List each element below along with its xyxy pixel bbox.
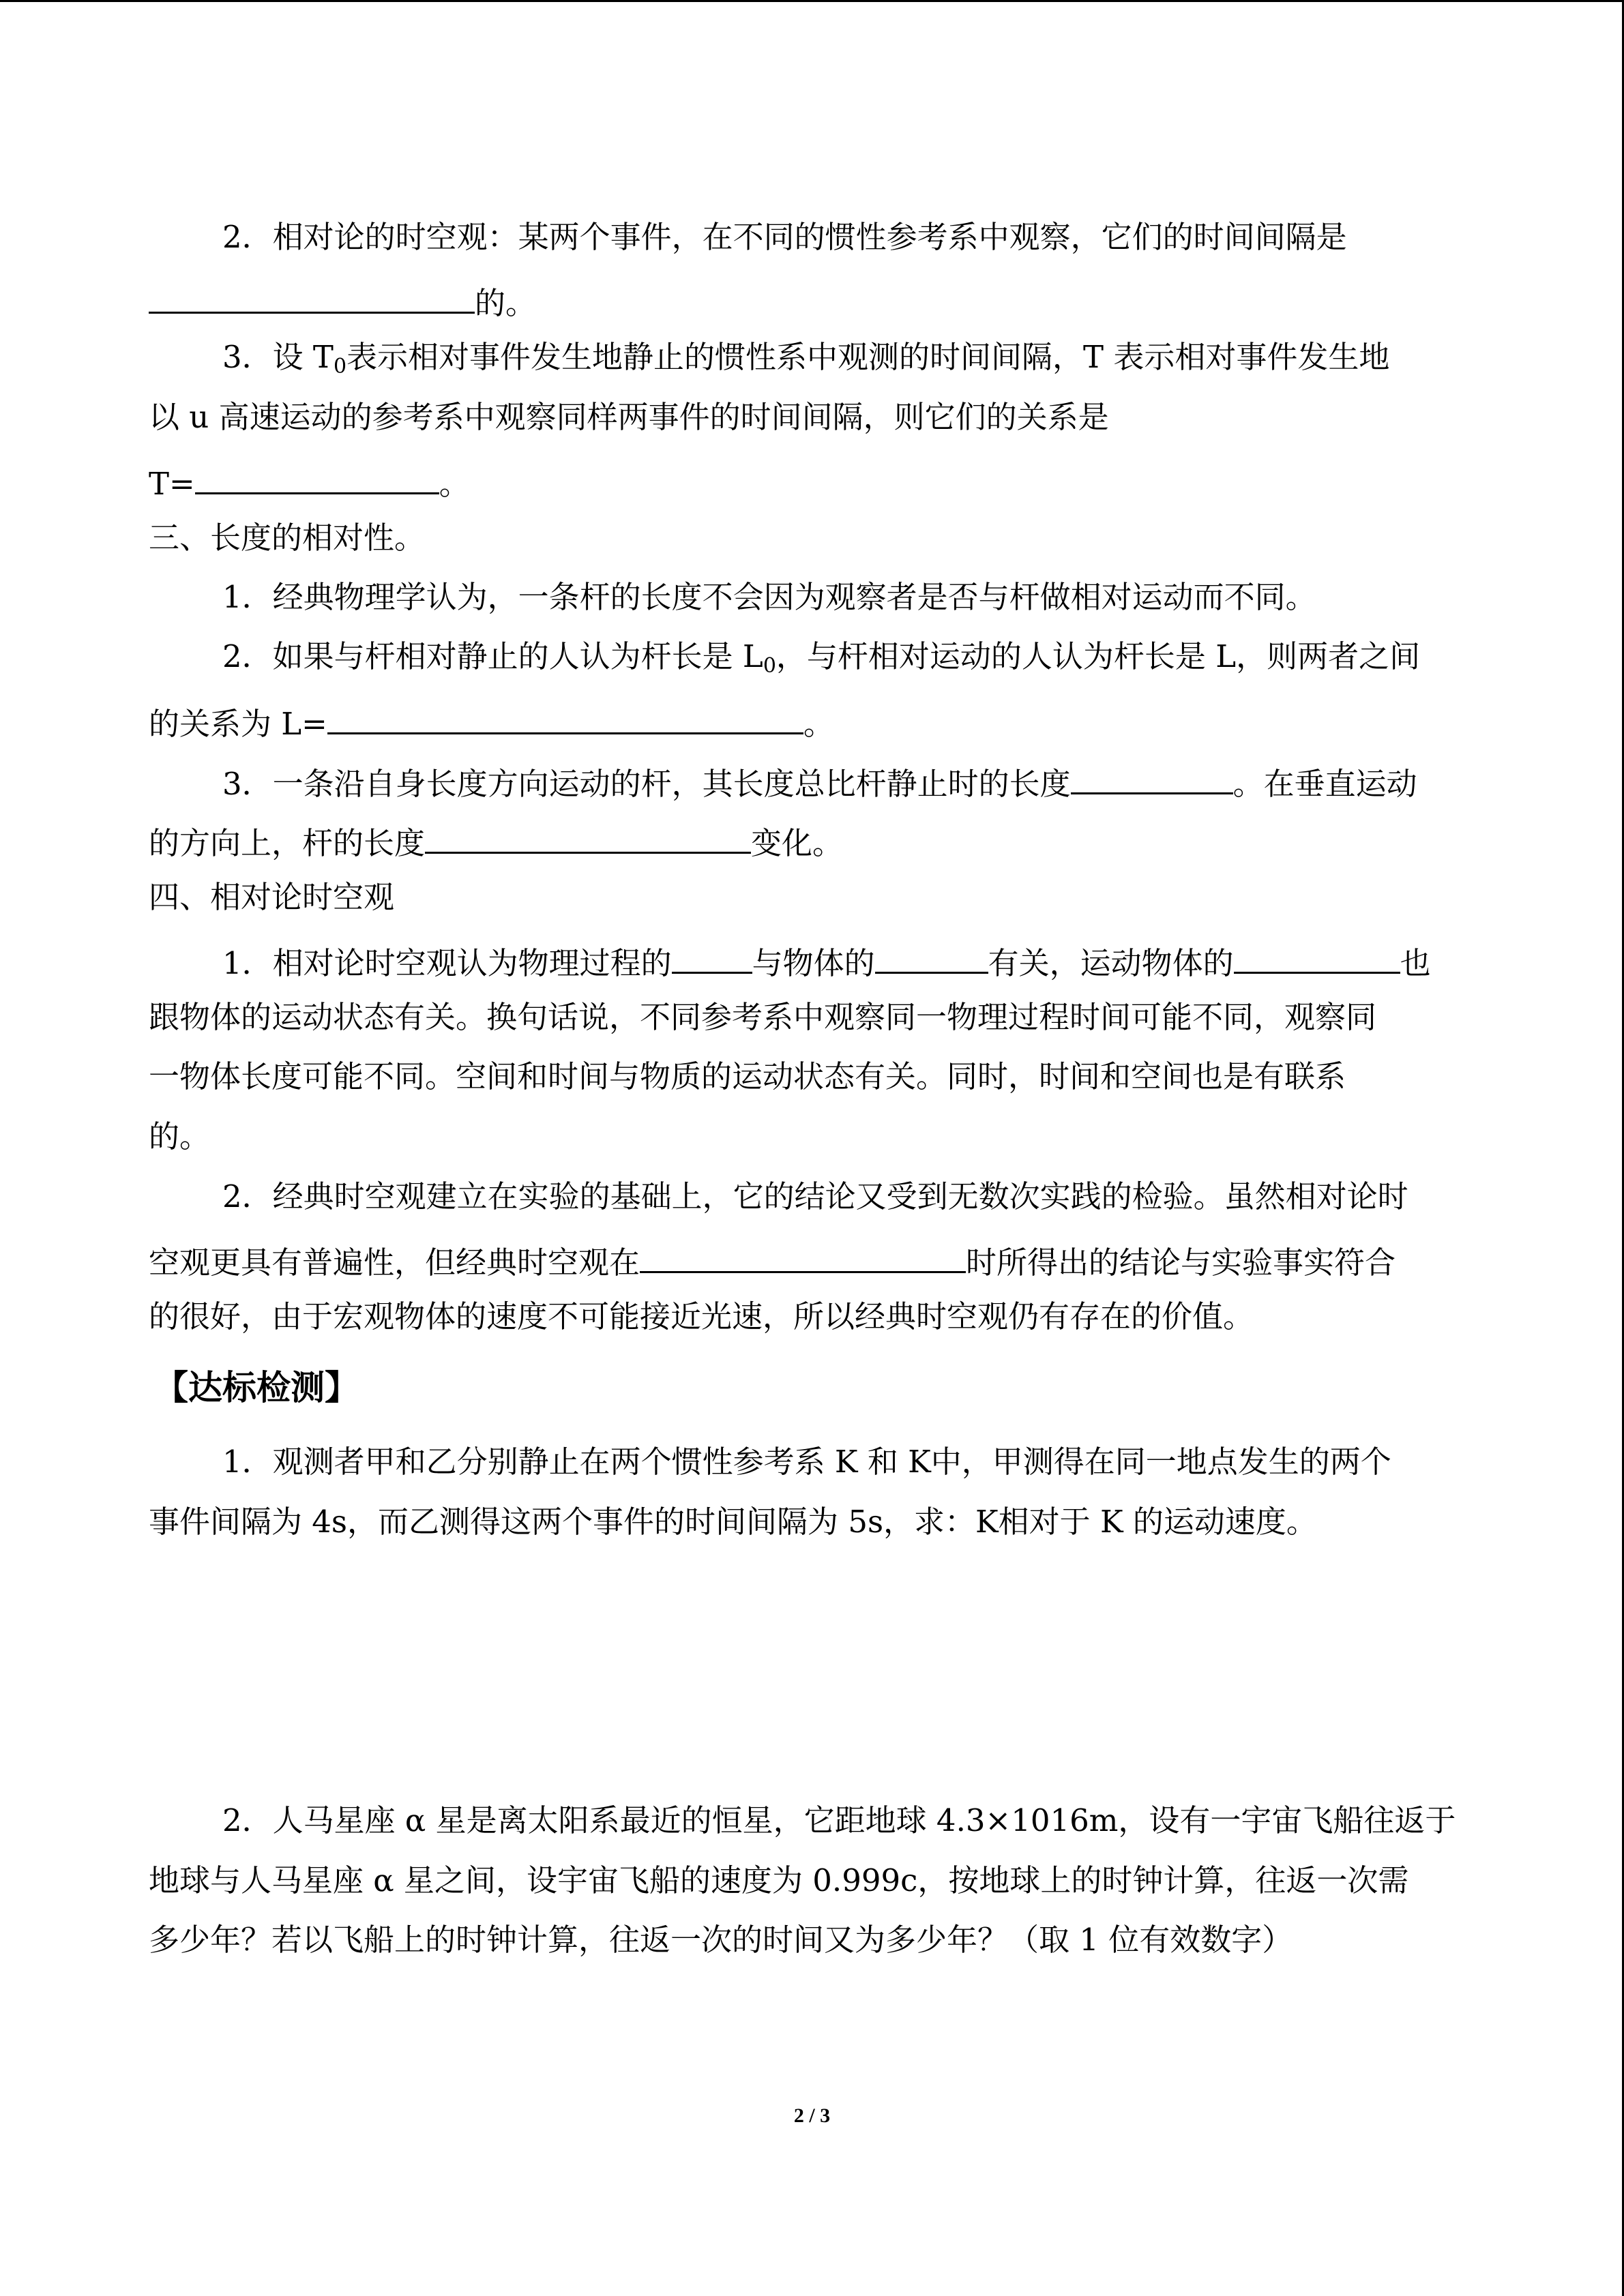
sec2-item3-line1: 3．设 $T_0$表示相对事件发生地静止的惯性系中观测的时间间隔，T 表示相对事件发生地: [222, 339, 1390, 378]
test-q1-line1: 1．观测者甲和乙分别静止在两个惯性参考系 K 和 K中，甲测得在同一地点发生的两个: [222, 1444, 1391, 1480]
fill-blank[interactable]: [875, 942, 988, 974]
sec2-item3-line2: 以 u 高速运动的参考系中观察同样两事件的时间间隔，则它们的关系是: [149, 399, 1109, 435]
sec3-title: 三、长度的相对性。: [149, 520, 426, 556]
sec4-item1-line1: 1．相对论时空观认为物理过程的 与物体的 有关，运动物体的 也: [222, 942, 1431, 979]
fill-blank[interactable]: [640, 1241, 966, 1273]
sec3-item3-line2: 的方向上，杆的长度 变化。: [149, 822, 843, 859]
sec4-item2-line1: 2．经典时空观建立在实验的基础上，它的结论又受到无数次实践的检验。虽然相对论时: [222, 1178, 1408, 1214]
sec3-item1: 1．经典物理学认为，一条杆的长度不会因为观察者是否与杆做相对运动而不同。: [222, 579, 1316, 615]
test-q2-line3: 多少年？若以飞船上的时钟计算，往返一次的时间又为多少年？（取 1 位有效数字）: [149, 1922, 1293, 1958]
fill-blank[interactable]: [195, 462, 439, 494]
test-q2-line2: 地球与人马星座 α 星之间，设宇宙飞船的速度为 0.999c，按地球上的时钟计算，往返一次需: [149, 1862, 1409, 1898]
page-border-top: [0, 0, 1624, 2]
sec2-item2-line2: 的。: [149, 282, 536, 318]
sec2-item3-line3: T= 。: [149, 462, 470, 499]
sec4-title: 四、相对论时空观: [149, 879, 395, 915]
sec4-item2-line3: 的很好，由于宏观物体的速度不可能接近光速，所以经典时空观仍有存在的价值。: [149, 1298, 1254, 1335]
sec3-item2-line2: 的关系为 L= 。: [149, 702, 834, 739]
test-q1-line2: 事件间隔为 4s，而乙测得这两个事件的时间间隔为 5s，求：K相对于 K 的运动速度。: [149, 1504, 1317, 1540]
sec2-item2-line1: 2．相对论的时空观：某两个事件，在不同的惯性参考系中观察，它们的时间间隔是: [222, 219, 1347, 255]
sec4-item2-line2: 空观更具有普遍性，但经典时空观在 时所得出的结论与实验事实符合: [149, 1241, 1396, 1278]
fill-blank[interactable]: [327, 702, 803, 734]
fill-blank[interactable]: [1234, 942, 1400, 974]
section-heading-test: 【达标检测】: [154, 1368, 359, 1407]
sec4-item1-line2: 跟物体的运动状态有关。换句话说，不同参考系中观察同一物理过程时间可能不同，观察同: [149, 999, 1377, 1035]
sec3-item3-line1: 3．一条沿自身长度方向运动的杆，其长度总比杆静止时的长度 。在垂直运动: [222, 762, 1417, 799]
sec3-item2-line1: 2．如果与杆相对静止的人认为杆长是 $L_0$，与杆相对运动的人认为杆长是 L，则两者之间: [222, 638, 1421, 678]
test-q2-line1: 2．人马星座 α 星是离太阳系最近的恒星，它距地球 4.3×1016m，设有一宇宙飞船往返于: [222, 1802, 1456, 1838]
fill-blank[interactable]: [672, 942, 752, 974]
page-number: 2 / 3: [793, 2104, 831, 2127]
fill-blank[interactable]: [149, 282, 475, 314]
fill-blank[interactable]: [1071, 762, 1233, 794]
fill-blank[interactable]: [425, 822, 751, 854]
sec4-item1-line4: 的。: [149, 1118, 211, 1154]
sec4-item1-line3: 一物体长度可能不同。空间和时间与物质的运动状态有关。同时，时间和空间也是有联系: [149, 1058, 1346, 1094]
